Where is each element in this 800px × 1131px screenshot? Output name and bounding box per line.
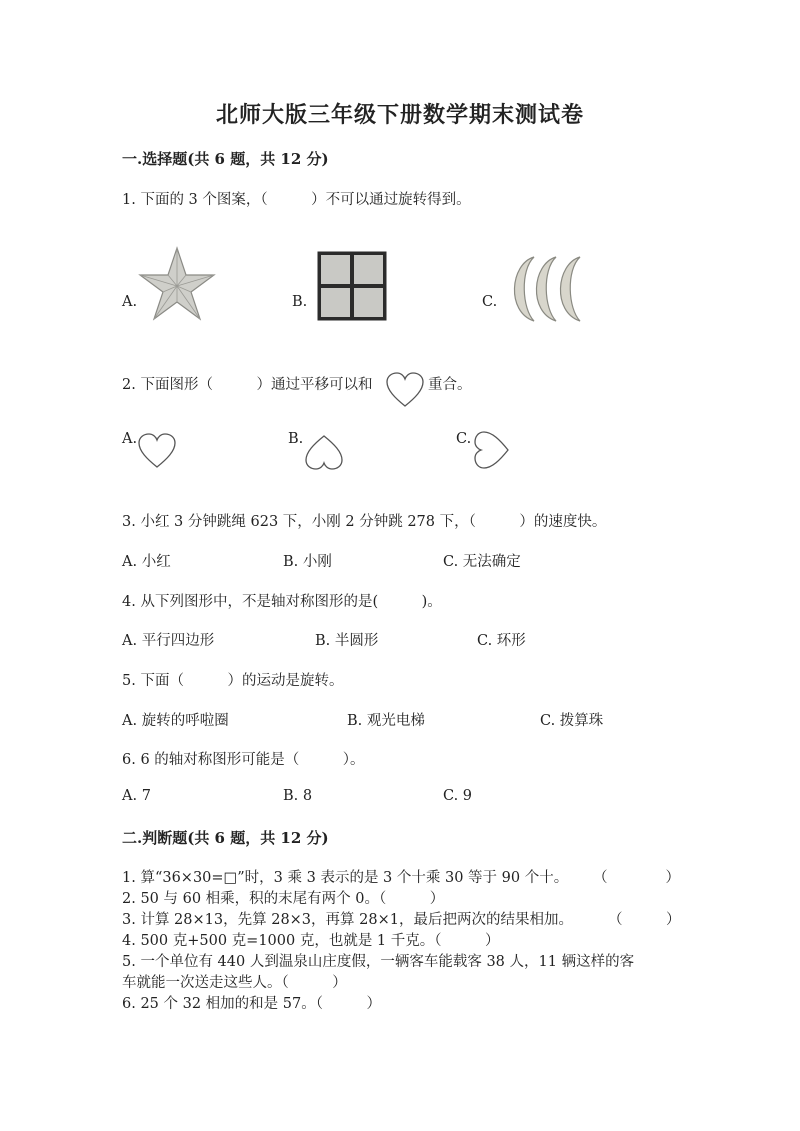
q1-option-b-label[interactable]: B.: [292, 294, 308, 310]
q6-option-a[interactable]: A. 7: [122, 788, 151, 804]
question-6: 6. 6 的轴对称图形可能是（ ）。: [122, 752, 365, 768]
judgment-item-3-answer-paren[interactable]: （ ）: [608, 912, 681, 928]
question-1: 1. 下面的 3 个图案，（ ）不可以通过旋转得到。: [122, 192, 471, 208]
crescents-figure: [504, 254, 586, 324]
q1-option-a-label[interactable]: A.: [122, 294, 138, 310]
question-4: 4. 从下列图形中，不是轴对称图形的是( )。: [122, 594, 442, 610]
star-figure: [138, 246, 216, 322]
section-heading-choice: 一.选择题(共 6 题，共 12 分): [122, 150, 329, 168]
q6-option-b[interactable]: B. 8: [283, 788, 313, 804]
q2-option-a-label[interactable]: A.: [122, 431, 138, 447]
q3-option-b[interactable]: B. 小刚: [283, 554, 332, 570]
judgment-item-6: 6. 25 个 32 相加的和是 57。（ ）: [122, 996, 381, 1012]
page-title: 北师大版三年级下册数学期末测试卷: [215, 102, 584, 128]
question-2-part2: 重合。: [428, 377, 472, 393]
q4-option-c[interactable]: C. 环形: [477, 633, 526, 649]
q5-option-a[interactable]: A. 旋转的呼啦圈: [122, 713, 229, 729]
q2-option-b-label[interactable]: B.: [288, 431, 304, 447]
heart-inverted-figure: [304, 434, 344, 470]
question-5: 5. 下面（ ）的运动是旋转。: [122, 673, 344, 689]
judgment-item-1: 1. 算“36×30=□”时，3 乘 3 表示的是 3 个十乘 30 等于 90 个十。: [122, 870, 569, 886]
q5-option-c[interactable]: C. 拨算珠: [540, 713, 604, 729]
q3-option-c[interactable]: C. 无法确定: [443, 554, 521, 570]
judgment-item-3: 3. 计算 28×13，先算 28×3，再算 28×1，最后把两次的结果相加。: [122, 912, 573, 928]
judgment-item-4: 4. 500 克+500 克=1000 克，也就是 1 千克。（ ）: [122, 933, 500, 949]
q2-option-c-label[interactable]: C.: [456, 431, 472, 447]
four-squares-figure: [316, 250, 388, 322]
section-heading-judgment: 二.判断题(共 6 题，共 12 分): [122, 829, 329, 847]
heart-reference-figure: [385, 372, 425, 408]
heart-rotated-figure: [472, 429, 510, 471]
judgment-item-5-line2: 车就能一次送走这些人。（ ）: [122, 975, 347, 991]
judgment-item-1-answer-paren[interactable]: （ ）: [593, 870, 680, 886]
q4-option-a[interactable]: A. 平行四边形: [122, 633, 215, 649]
judgment-item-5-line1: 5. 一个单位有 440 人到温泉山庄度假，一辆客车能载客 38 人，11 辆这样的客: [122, 954, 635, 970]
q3-option-a[interactable]: A. 小红: [122, 554, 171, 570]
q1-option-c-label[interactable]: C.: [482, 294, 498, 310]
judgment-item-2: 2. 50 与 60 相乘，积的末尾有两个 0。（ ）: [122, 891, 445, 907]
question-2-part1: 2. 下面图形（ ）通过平移可以和: [122, 377, 373, 393]
q6-option-c[interactable]: C. 9: [443, 788, 473, 804]
q5-option-b[interactable]: B. 观光电梯: [347, 713, 425, 729]
q4-option-b[interactable]: B. 半圆形: [315, 633, 379, 649]
question-3: 3. 小红 3 分钟跳绳 623 下，小刚 2 分钟跳 278 下，（ ）的速度快。: [122, 514, 607, 530]
heart-upright-figure: [137, 433, 177, 469]
